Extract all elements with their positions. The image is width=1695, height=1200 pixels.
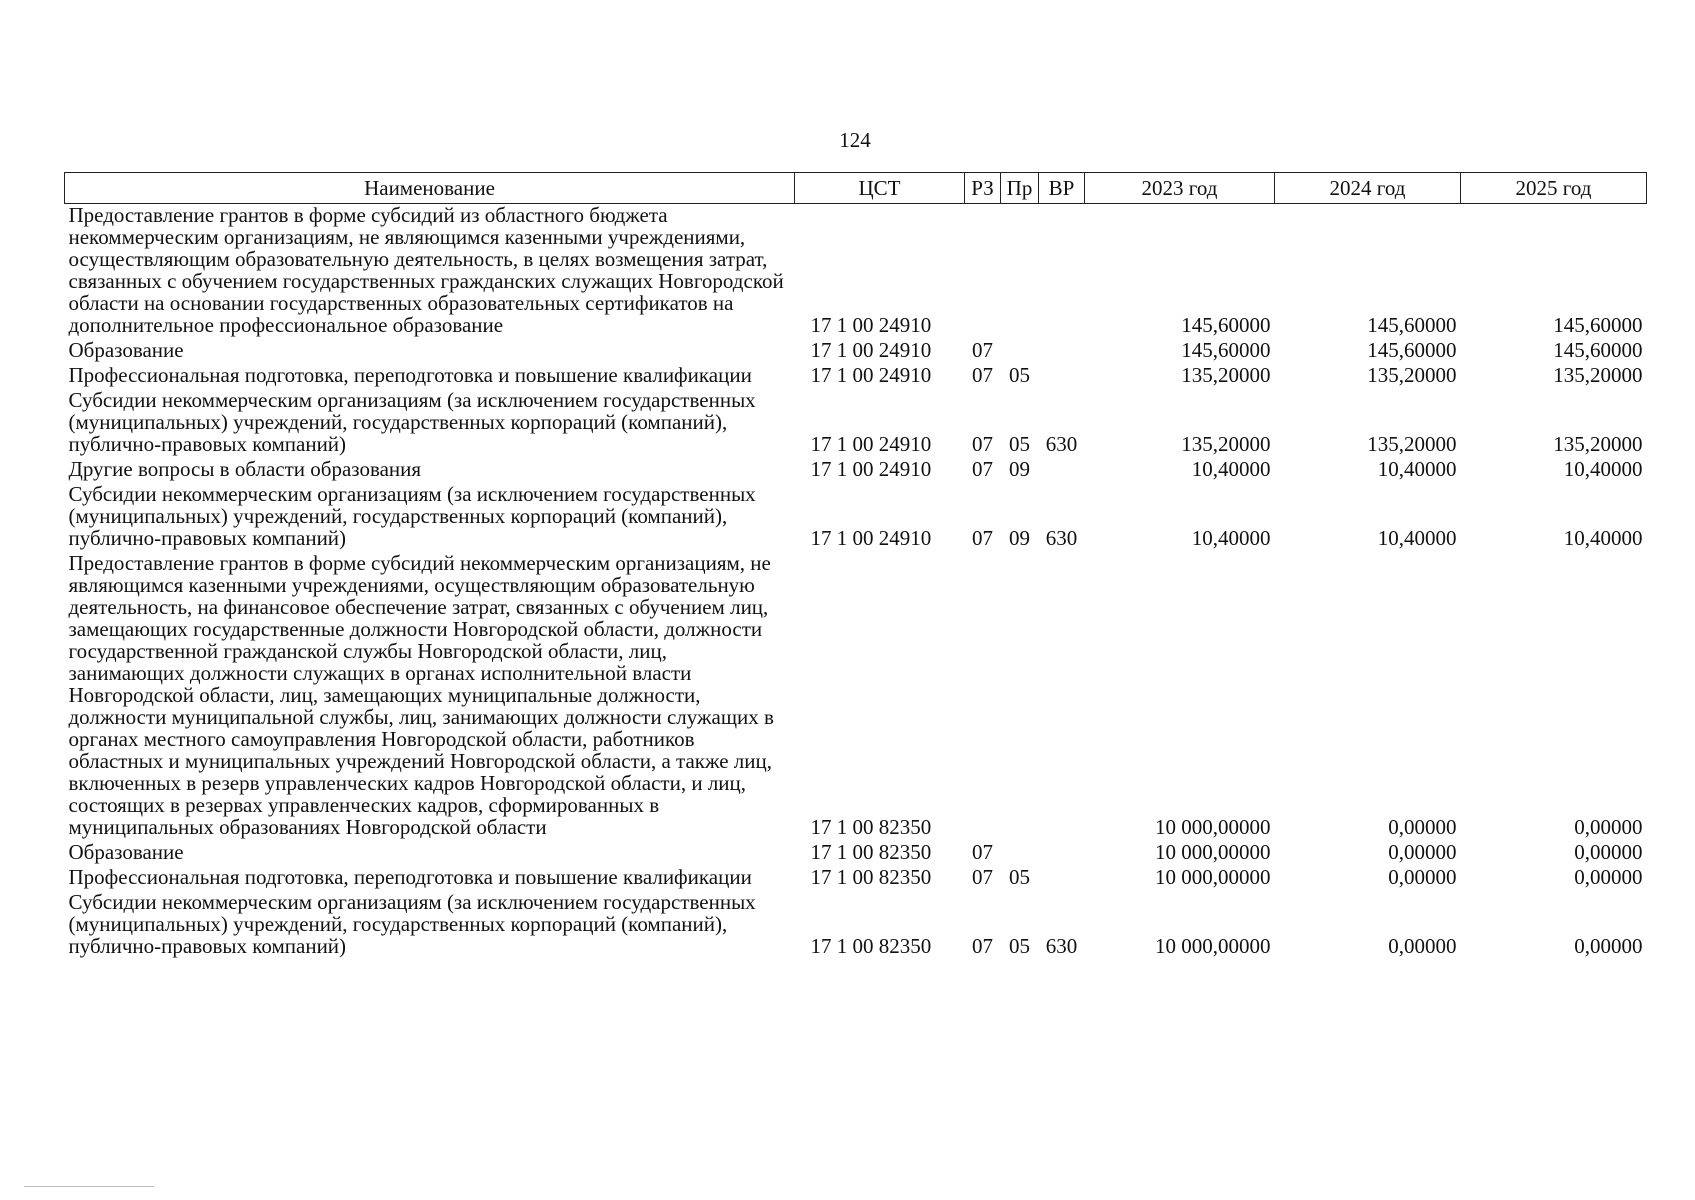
header-vr: ВР (1039, 173, 1085, 204)
table-row (65, 389, 1647, 458)
header-name: Наименование (65, 173, 795, 204)
row-2025: 0,00000 (1574, 934, 1643, 958)
row-2023: 135,20000 (1181, 432, 1271, 456)
row-vr (1039, 552, 1085, 841)
row-name: Профессиональная подготовка, переподготовка и повышение квалификации (68, 363, 752, 387)
header-2025: 2025 год (1461, 173, 1647, 204)
row-2025: 10,40000 (1563, 457, 1643, 481)
table-row (65, 483, 1647, 552)
row-2025: 0,00000 (1574, 865, 1643, 889)
row-2024: 145,60000 (1367, 338, 1457, 362)
row-2025: 0,00000 (1574, 815, 1643, 839)
row-vr (1039, 364, 1085, 389)
table-row (65, 458, 1647, 483)
table-row (65, 841, 1647, 866)
row-cst: 17 1 00 24910 (810, 313, 932, 337)
table-row (65, 552, 1647, 841)
row-pr: 09 (1009, 457, 1030, 481)
row-pr: 05 (1009, 934, 1030, 958)
row-rz: 07 (972, 865, 993, 889)
row-2023: 10,40000 (1191, 526, 1271, 550)
row-2023: 145,60000 (1181, 338, 1271, 362)
row-name: Субсидии некоммерческим организациям (за исключением государственных (муниципальных) учреждений, государственных корпораций (компаний), публично-правовых компаний) (68, 388, 756, 456)
row-2025: 135,20000 (1553, 363, 1643, 387)
row-cst: 17 1 00 82350 (810, 840, 932, 864)
row-rz: 07 (972, 338, 993, 362)
row-pr: 05 (1009, 363, 1030, 387)
row-2024: 0,00000 (1388, 815, 1457, 839)
row-pr: 09 (1009, 526, 1030, 550)
row-vr (1039, 458, 1085, 483)
table-row (65, 364, 1647, 389)
page-number: 124 (839, 128, 871, 152)
row-pr (1001, 552, 1039, 841)
row-name: Субсидии некоммерческим организациям (за исключением государственных (муниципальных) учреждений, государственных корпораций (компаний), публично-правовых компаний) (68, 482, 756, 550)
row-2023: 10 000,00000 (1155, 840, 1271, 864)
footer-rule (24, 1186, 154, 1187)
row-vr (1039, 339, 1085, 364)
row-vr: 630 (1045, 432, 1078, 456)
header-2024: 2024 год (1275, 173, 1461, 204)
table-row (65, 891, 1647, 960)
row-2024: 0,00000 (1388, 840, 1457, 864)
row-cst: 17 1 00 24910 (810, 526, 932, 550)
row-2023: 10,40000 (1191, 457, 1271, 481)
row-cst: 17 1 00 24910 (810, 363, 932, 387)
row-2023: 10 000,00000 (1155, 934, 1271, 958)
row-rz (965, 552, 1001, 841)
row-rz (965, 204, 1001, 340)
row-cst: 17 1 00 82350 (810, 865, 932, 889)
row-2025: 145,60000 (1553, 313, 1643, 337)
row-cst: 17 1 00 24910 (810, 338, 932, 362)
row-rz: 07 (972, 934, 993, 958)
row-rz: 07 (972, 457, 993, 481)
row-2023: 10 000,00000 (1155, 815, 1271, 839)
row-vr (1039, 866, 1085, 891)
table-row (65, 866, 1647, 891)
row-2025: 145,60000 (1553, 338, 1643, 362)
row-name: Субсидии некоммерческим организациям (за исключением государственных (муниципальных) учреждений, государственных корпораций (компаний), публично-правовых компаний) (68, 890, 756, 958)
row-vr: 630 (1045, 526, 1078, 550)
row-2024: 135,20000 (1367, 432, 1457, 456)
budget-table (64, 172, 1647, 960)
row-name: Образование (68, 338, 184, 362)
row-2024: 145,60000 (1367, 313, 1457, 337)
row-2024: 0,00000 (1388, 934, 1457, 958)
row-2024: 10,40000 (1377, 457, 1457, 481)
header-cst: ЦСТ (795, 173, 965, 204)
header-rz: РЗ (965, 173, 1001, 204)
row-2025: 0,00000 (1574, 840, 1643, 864)
row-rz: 07 (972, 363, 993, 387)
row-pr: 05 (1009, 865, 1030, 889)
row-name: Предоставление грантов в форме субсидий из областного бюджета некоммерческим организациям, не являющимся казенными учреждениями, осуществляющим образовательную деятельность, в целях возмещения затрат, связанных с обучением государственных гражданских служащих Новгородской области на основании государственных образовательных сертификатов на дополнительное профессиональное образование (68, 203, 784, 337)
row-cst: 17 1 00 24910 (810, 432, 932, 456)
row-2024: 135,20000 (1367, 363, 1457, 387)
row-vr (1039, 204, 1085, 340)
row-pr (1001, 339, 1039, 364)
row-2025: 135,20000 (1553, 432, 1643, 456)
header-2023: 2023 год (1085, 173, 1275, 204)
row-name: Профессиональная подготовка, переподготовка и повышение квалификации (68, 865, 752, 889)
row-2025: 10,40000 (1563, 526, 1643, 550)
row-cst: 17 1 00 82350 (810, 934, 932, 958)
row-pr: 05 (1009, 432, 1030, 456)
row-2023: 145,60000 (1181, 313, 1271, 337)
table-row (65, 204, 1647, 340)
row-vr (1039, 841, 1085, 866)
row-name: Другие вопросы в области образования (68, 457, 422, 481)
row-rz: 07 (972, 432, 993, 456)
row-2024: 0,00000 (1388, 865, 1457, 889)
row-pr (1001, 204, 1039, 340)
row-2024: 10,40000 (1377, 526, 1457, 550)
row-2023: 10 000,00000 (1155, 865, 1271, 889)
row-rz: 07 (972, 840, 993, 864)
row-name: Образование (68, 840, 184, 864)
header-pr: Пр (1001, 173, 1039, 204)
row-rz: 07 (972, 526, 993, 550)
table-row (65, 339, 1647, 364)
row-cst: 17 1 00 24910 (810, 457, 932, 481)
row-2023: 135,20000 (1181, 363, 1271, 387)
table-header-row (65, 173, 1647, 204)
row-pr (1001, 841, 1039, 866)
row-name: Предоставление грантов в форме субсидий некоммерческим организациям, не являющимся казенными учреждениями, осуществляющим образовательную деятельность, на финансовое обеспечение затрат, связанных с обучением лиц, замещающих государственные должности Новгородской области, должности государственной гражданской службы Новгородской области, лиц, занимающих должности служащих в органах исполнительной власти Новгородской области, лиц, замещающих муниципальные должности, должности муниципальной службы, лиц, занимающих должности служащих в органах местного самоуправления Новгородской области, работников областных и муниципальных учреждений Новгородской области, а также лиц, включенных в резерв управленческих кадров Новгородской области, и лиц, состоящих в резервах управленческих кадров, сформированных в муниципальных образованиях Новгородской области (68, 551, 774, 839)
row-vr: 630 (1045, 934, 1078, 958)
row-cst: 17 1 00 82350 (810, 815, 932, 839)
